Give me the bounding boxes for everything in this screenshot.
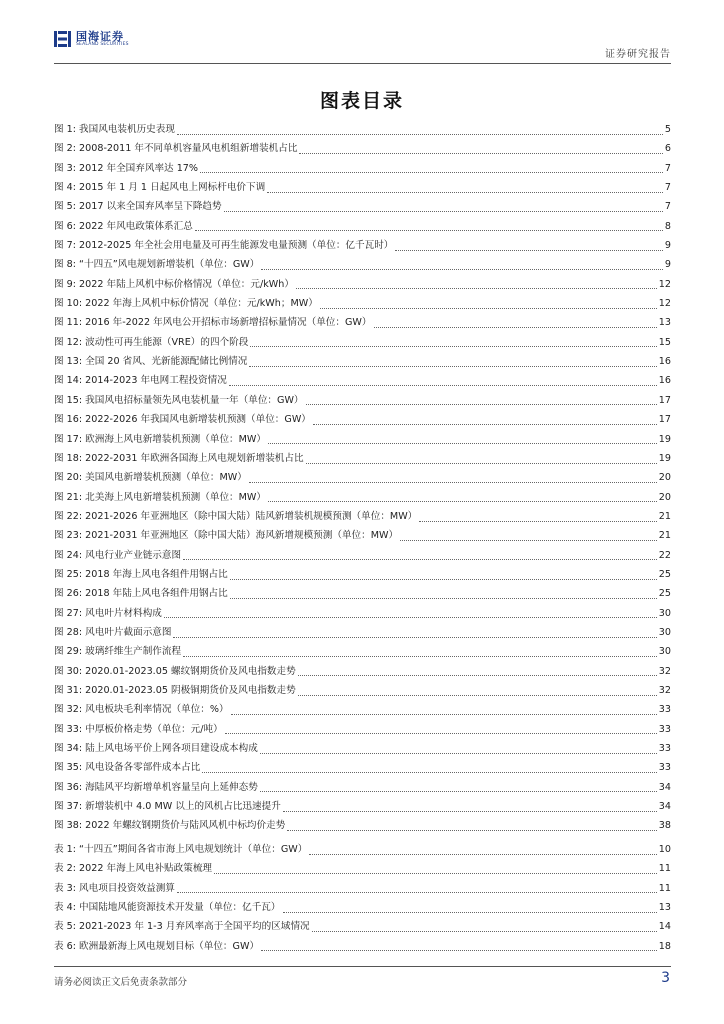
- figure-toc-entry[interactable]: [54, 701, 671, 720]
- table-toc-entry[interactable]: [54, 860, 671, 879]
- toc-leader-dots: [267, 185, 663, 193]
- toc-entry-label: 表 6: 欧洲最新海上风电规划目标（单位：GW）: [54, 940, 260, 952]
- toc-entry-label: 图 16: 2022-2026 年我国风电新增装机预测（单位：GW）: [54, 414, 311, 426]
- figure-toc-entry[interactable]: [54, 489, 671, 508]
- toc-leader-dots: [231, 707, 657, 715]
- figure-toc-entry[interactable]: [54, 779, 671, 798]
- figure-toc-entry[interactable]: [54, 469, 671, 488]
- toc-entry-label: 图 25: 2018 年海上风电各组件用钢占比: [54, 568, 228, 580]
- figure-toc-entry[interactable]: [54, 721, 671, 740]
- toc-entry-label: 图 5: 2017 以来全国弃风率呈下降趋势: [54, 201, 222, 213]
- table-toc-entry[interactable]: [54, 899, 671, 918]
- toc-entry-page: 11: [658, 863, 671, 875]
- toc-entry-page: 18: [658, 940, 671, 952]
- figure-toc-entry[interactable]: [54, 256, 671, 275]
- toc-leader-dots: [230, 591, 657, 599]
- toc-entry-label: 图 18: 2022-2031 年欧洲各国海上风电规划新增装机占比: [54, 452, 304, 464]
- toc-leader-dots: [268, 494, 657, 502]
- toc-leader-dots: [312, 924, 657, 932]
- figure-toc-entry[interactable]: [54, 276, 671, 295]
- figure-toc-entry[interactable]: [54, 566, 671, 585]
- toc-entry-page: 33: [658, 762, 671, 774]
- toc-leader-dots: [306, 397, 657, 405]
- figure-toc-entry[interactable]: [54, 140, 671, 159]
- toc-entry-page: 16: [658, 356, 671, 368]
- toc-entry-label: 图 28: 风电叶片截面示意图: [54, 626, 172, 638]
- logo-chinese-name: 国海证券: [76, 29, 124, 43]
- toc-entry-page: 19: [658, 433, 671, 445]
- toc-leader-dots: [200, 165, 663, 173]
- figure-toc-entry[interactable]: [54, 431, 671, 450]
- toc-entry-label: 图 10: 2022 年海上风机中标价情况（单位：元/kWh；MW）: [54, 298, 318, 310]
- toc-entry-page: 34: [658, 781, 671, 793]
- toc-entry-label: 图 20: 美国风电新增装机预测（单位：MW）: [54, 472, 247, 484]
- toc-leader-dots: [249, 359, 656, 367]
- table-toc-entry[interactable]: [54, 918, 671, 937]
- figure-toc-entry[interactable]: [54, 314, 671, 333]
- toc-leader-dots: [224, 204, 663, 212]
- toc-leader-dots: [164, 610, 657, 618]
- figure-toc-entry[interactable]: [54, 160, 671, 179]
- figure-toc-entry[interactable]: [54, 508, 671, 527]
- figure-toc-entry[interactable]: [54, 643, 671, 662]
- toc-entry-page: 15: [658, 336, 671, 348]
- toc-entry-page: 12: [658, 278, 671, 290]
- sealand-logo-icon: [54, 30, 72, 48]
- toc-entry-page: 10: [658, 844, 671, 855]
- toc-entry-page: 20: [658, 472, 671, 484]
- toc-leader-dots: [183, 649, 657, 657]
- figure-toc-entry[interactable]: [54, 817, 671, 836]
- toc-entry-label: 图 34: 陆上风电场平价上网各项目建设成本构成: [54, 743, 258, 754]
- toc-entry-label: 图 32: 风电板块毛利率情况（单位：%）: [54, 704, 229, 716]
- toc-leader-dots: [395, 243, 662, 251]
- figure-toc-entry[interactable]: [54, 411, 671, 430]
- toc-leader-dots: [173, 630, 656, 638]
- toc-leader-dots: [230, 572, 657, 580]
- table-toc-entry[interactable]: [54, 938, 671, 957]
- toc-entry-page: 19: [658, 452, 671, 464]
- toc-entry-page: 33: [658, 743, 671, 754]
- toc-entry-label: 图 7: 2012-2025 年全社会用电量及可再生能源发电量预测（单位：亿千瓦时）: [54, 240, 394, 252]
- toc-entry-page: 32: [658, 684, 671, 696]
- toc-entry-label: 图 6: 2022 年风电政策体系汇总: [54, 220, 193, 232]
- toc-entry-label: 图 38: 2022 年螺纹钢期货价与陆风风机中标均价走势: [54, 820, 286, 832]
- toc-entry-label: 图 11: 2016 年-2022 年风电公开招标市场新增招标量情况（单位：GW）: [54, 317, 372, 329]
- toc-entry-label: 表 2: 2022 年海上风电补贴政策梳理: [54, 863, 213, 875]
- toc-leader-dots: [298, 668, 657, 676]
- figure-toc-entry[interactable]: [54, 798, 671, 817]
- figure-toc-entry[interactable]: [54, 547, 671, 566]
- toc-entry-label: 图 17: 欧洲海上风电新增装机预测（单位：MW）: [54, 433, 266, 445]
- toc-entry-page: 9: [664, 240, 671, 252]
- toc-leader-dots: [299, 146, 662, 154]
- toc-entry-label: 图 9: 2022 年陆上风机中标价格情况（单位：元/kWh）: [54, 278, 294, 290]
- toc-leader-dots: [177, 885, 657, 893]
- toc-entry-label: 图 36: 海陆风平均新增单机容量呈向上延伸态势: [54, 781, 258, 793]
- toc-leader-dots: [183, 552, 657, 560]
- disclaimer-note: 请务必阅读正文后免责条款部分: [54, 977, 188, 988]
- figure-toc-entry[interactable]: [54, 527, 671, 546]
- figure-toc-entry[interactable]: [54, 179, 671, 198]
- toc-entry-page: 20: [658, 491, 671, 503]
- toc-leader-dots: [268, 436, 657, 444]
- table-toc-entry[interactable]: [54, 880, 671, 899]
- toc-entry-page: 25: [658, 588, 671, 600]
- toc-entry-page: 9: [664, 259, 671, 271]
- figure-toc-entry[interactable]: [54, 605, 671, 624]
- toc-leader-dots: [298, 688, 657, 696]
- table-toc-entry[interactable]: [54, 841, 671, 860]
- toc-entry-page: 34: [658, 801, 671, 813]
- toc-leader-dots: [261, 262, 663, 270]
- toc-entry-label: 图 23: 2021-2031 年亚洲地区（除中国大陆）海风新增规模预测（单位：MW）: [54, 530, 399, 542]
- figure-toc-entry[interactable]: [54, 624, 671, 643]
- toc-leader-dots: [261, 943, 657, 951]
- figure-toc-entry[interactable]: [54, 682, 671, 701]
- toc-entry-label: 图 12: 波动性可再生能源（VRE）的四个阶段: [54, 336, 249, 348]
- toc-entry-page: 7: [664, 182, 671, 194]
- figure-toc-entry[interactable]: [54, 392, 671, 411]
- toc-entry-page: 7: [664, 201, 671, 213]
- figure-list: [54, 121, 671, 837]
- toc-entry-label: 图 14: 2014-2023 年电网工程投资情况: [54, 375, 227, 387]
- toc-entry-page: 5: [664, 124, 671, 135]
- toc-entry-page: 25: [658, 568, 671, 580]
- toc-leader-dots: [249, 475, 657, 483]
- toc-entry-page: 21: [658, 530, 671, 542]
- toc-entry-page: 38: [658, 820, 671, 832]
- brand-logo: [54, 30, 129, 48]
- toc-leader-dots: [283, 905, 657, 913]
- figure-toc-entry[interactable]: [54, 759, 671, 778]
- toc-entry-label: 表 4: 中国陆地风能资源技术开发量（单位：亿千瓦）: [54, 902, 281, 914]
- toc-entry-page: 17: [658, 394, 671, 406]
- toc-entry-page: 13: [658, 902, 671, 914]
- toc-entry-label: 图 4: 2015 年 1 月 1 日起风电上网标杆电价下调: [54, 182, 266, 194]
- toc-entry-page: 14: [658, 921, 671, 933]
- toc-entry-page: 13: [658, 317, 671, 329]
- toc-leader-dots: [214, 866, 657, 874]
- toc-leader-dots: [195, 223, 663, 231]
- toc-entry-label: 图 13: 全国 20 省风、光新能源配储比例情况: [54, 356, 248, 368]
- toc-entry-label: 图 29: 玻璃纤维生产制作流程: [54, 646, 182, 658]
- figure-toc-entry[interactable]: [54, 372, 671, 391]
- toc-entry-label: 图 35: 风电设备各零部件成本占比: [54, 762, 201, 774]
- toc-entry-label: 图 24: 风电行业产业链示意图: [54, 549, 182, 561]
- page-number: 3: [661, 970, 670, 986]
- toc-entry-label: 图 26: 2018 年陆上风电各组件用钢占比: [54, 588, 228, 600]
- toc-leader-dots: [309, 847, 656, 855]
- figure-toc-entry[interactable]: [54, 121, 671, 140]
- toc-leader-dots: [320, 301, 657, 309]
- figure-toc-entry[interactable]: [54, 334, 671, 353]
- page-title: 图表目录: [319, 90, 404, 112]
- toc-entry-label: 图 8: “十四五”风电规划新增装机（单位：GW）: [54, 259, 260, 271]
- toc-entry-page: 17: [658, 414, 671, 426]
- toc-leader-dots: [374, 320, 657, 328]
- toc-entry-label: 表 3: 风电项目投资效益测算: [54, 882, 175, 894]
- toc-entry-label: 图 33: 中厚板价格走势（单位：元/吨）: [54, 723, 223, 735]
- toc-leader-dots: [229, 378, 657, 386]
- toc-entry-page: 16: [658, 375, 671, 387]
- toc-entry-page: 21: [658, 510, 671, 522]
- toc-entry-page: 33: [658, 704, 671, 716]
- toc-entry-label: 表 5: 2021-2023 年 1-3 月弃风率高于全国平均的区域情况: [54, 921, 310, 933]
- toc-entry-label: 图 30: 2020.01-2023.05 螺纹钢期货价及风电指数走势: [54, 665, 296, 677]
- toc-entry-page: 30: [658, 626, 671, 638]
- toc-leader-dots: [260, 784, 657, 792]
- toc-entry-label: 图 3: 2012 年全国弃风率达 17%: [54, 162, 199, 174]
- toc-entry-page: 30: [658, 607, 671, 619]
- toc-leader-dots: [306, 456, 657, 464]
- toc-entry-label: 图 21: 北美海上风电新增装机预测（单位：MW）: [54, 491, 266, 503]
- toc-entry-label: 图 15: 我国风电招标量领先风电装机量一年（单位：GW）: [54, 394, 304, 406]
- toc-entry-label: 图 27: 风电叶片材料构成: [54, 607, 162, 619]
- figure-toc-entry[interactable]: [54, 740, 671, 759]
- toc-leader-dots: [400, 533, 657, 541]
- figure-toc-entry[interactable]: [54, 198, 671, 217]
- toc-entry-page: 33: [658, 723, 671, 735]
- toc-leader-dots: [250, 339, 656, 347]
- toc-leader-dots: [296, 281, 657, 289]
- toc-entry-page: 22: [658, 549, 671, 561]
- figure-toc-entry[interactable]: [54, 663, 671, 682]
- figure-toc-entry[interactable]: [54, 585, 671, 604]
- toc-leader-dots: [313, 417, 657, 425]
- toc-leader-dots: [419, 514, 657, 522]
- toc-entry-label: 图 37: 新增装机中 4.0 MW 以上的风机占比迅速提升: [54, 801, 281, 813]
- toc-leader-dots: [283, 804, 657, 812]
- toc-leader-dots: [202, 765, 657, 773]
- toc-entry-page: 11: [658, 882, 671, 894]
- toc-leader-dots: [177, 127, 663, 135]
- header-divider: [54, 63, 671, 64]
- table-list: [54, 841, 671, 957]
- page-header: [54, 28, 671, 64]
- figure-toc-entry[interactable]: [54, 353, 671, 372]
- document-type: 证券研究报告: [605, 49, 671, 60]
- toc-leader-dots: [287, 823, 656, 831]
- footer-divider: [54, 966, 671, 967]
- figure-toc-entry[interactable]: [54, 237, 671, 256]
- figure-toc-entry[interactable]: [54, 450, 671, 469]
- toc-entry-label: 表 1: “十四五”期间各省市海上风电规划统计（单位：GW）: [54, 844, 308, 855]
- toc-entry-page: 7: [664, 162, 671, 174]
- logo-english-name: SEALAND SECURITIES: [76, 41, 129, 47]
- toc-entry-label: 图 22: 2021-2026 年亚洲地区（除中国大陆）陆风新增装机规模预测（单位：MW）: [54, 510, 418, 522]
- toc-entry-page: 30: [658, 646, 671, 658]
- toc-entry-page: 32: [658, 665, 671, 677]
- toc-leader-dots: [260, 746, 657, 754]
- figure-toc-entry[interactable]: [54, 295, 671, 314]
- toc-entry-page: 12: [658, 298, 671, 310]
- figure-toc-entry[interactable]: [54, 218, 671, 237]
- toc-entry-page: 6: [664, 143, 671, 155]
- toc-entry-label: 图 31: 2020.01-2023.05 阴极铜期货价及风电指数走势: [54, 684, 296, 696]
- toc-entry-label: 图 1: 我国风电装机历史表现: [54, 124, 175, 135]
- toc-entry-label: 图 2: 2008-2011 年不同单机容量风电机组新增装机占比: [54, 143, 298, 155]
- toc-leader-dots: [225, 726, 657, 734]
- toc-entry-page: 8: [664, 220, 671, 232]
